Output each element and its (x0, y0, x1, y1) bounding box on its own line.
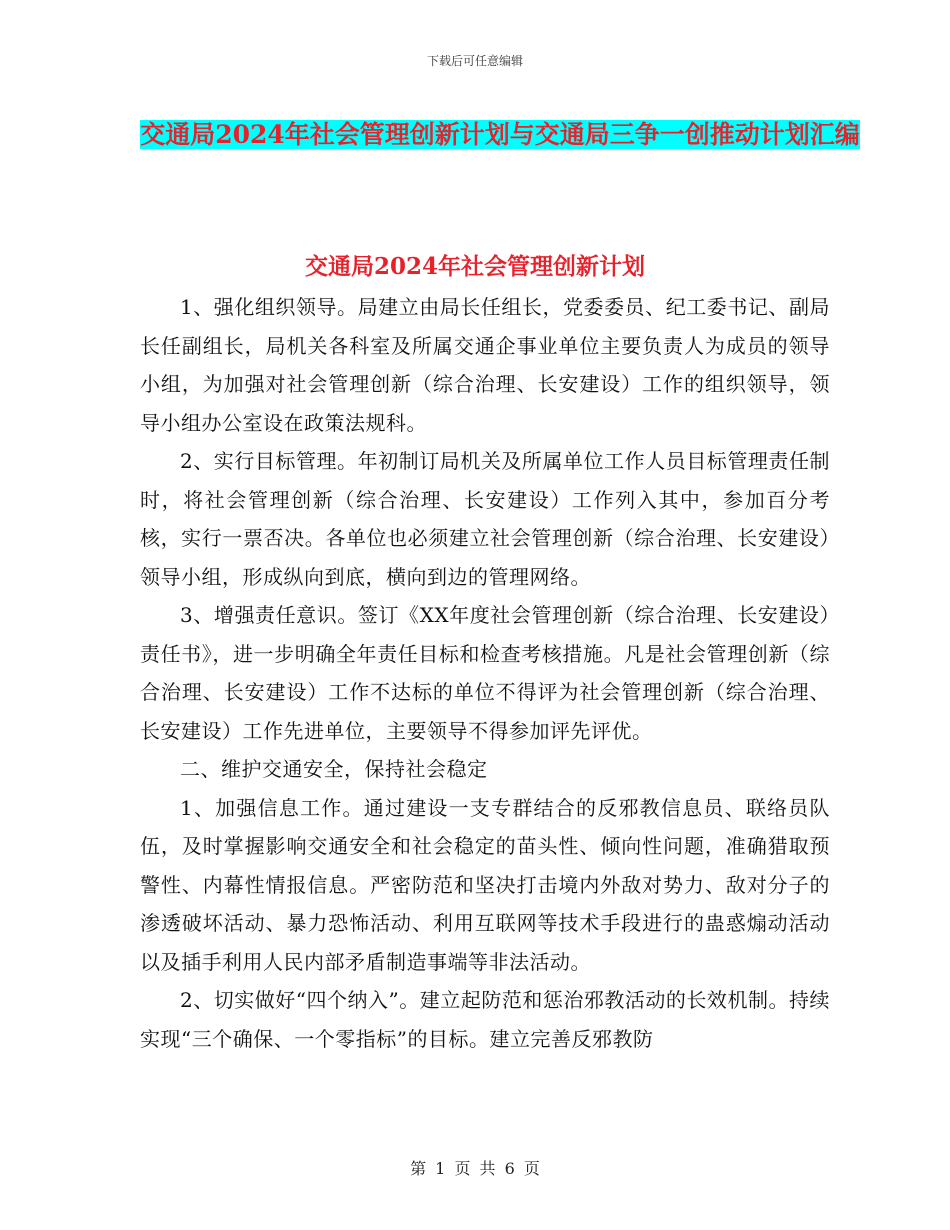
paragraph-5: 2、切实做好“四个纳入”。建立起防范和惩治邪教活动的长效机制。持续实现“三个确保、一个零指标”的目标。建立完善反邪教防 (140, 988, 830, 1051)
header-note: 下载后可任意编辑 (426, 54, 523, 68)
paragraph-2: 2、实行目标管理。年初制订局机关及所属单位工作人员目标管理责任制时，将社会管理创新（综合治理、长安建设）工作列入其中，参加百分考核，实行一票否决。各单位也必须建立社会管理创新（综合治理、长安建设）领导小组，形成纵向到底，横向到边的管理网络。 (140, 449, 830, 589)
page-footer: 第 1 页 共 6 页 (410, 1159, 540, 1178)
section-heading-2: 二、维护交通安全，保持社会稳定 (180, 757, 488, 781)
section-title: 交通局2024年社会管理创新计划 (304, 253, 645, 280)
document-title-text: 交通局2024年社会管理创新计划与交通局三争一创推动计划汇编 (140, 120, 860, 149)
paragraph-1: 1、强化组织领导。局建立由局长任组长，党委委员、纪工委书记、副局长任副组长，局机关各科室及所属交通企事业单位主要负责人为成员的领导小组，为加强对社会管理创新（综合治理、长安建设）工作的组织领导，领导小组办公室设在政策法规科。 (140, 295, 830, 435)
document-title (140, 112, 860, 158)
paragraph-4: 1、加强信息工作。通过建设一支专群结合的反邪教信息员、联络员队伍，及时掌握影响交通安全和社会稳定的苗头性、倾向性问题，准确猎取预警性、内幕性情报信息。严密防范和坚决打击境内外敌对势力、敌对分子的渗透破坏活动、暴力恐怖活动、利用互联网等技术手段进行的蛊惑煽动活动以及插手利用人民内部矛盾制造事端等非法活动。 (140, 795, 830, 974)
document-body (140, 288, 830, 1058)
paragraph-3: 3、增强责任意识。签订《XX年度社会管理创新（综合治理、长安建设）责任书》，进一步明确全年责任目标和检查考核措施。凡是社会管理创新（综合治理、长安建设）工作不达标的单位不得评为社会管理创新（综合治理、长安建设）工作先进单位，主要领导不得参加评先评优。 (140, 603, 830, 743)
